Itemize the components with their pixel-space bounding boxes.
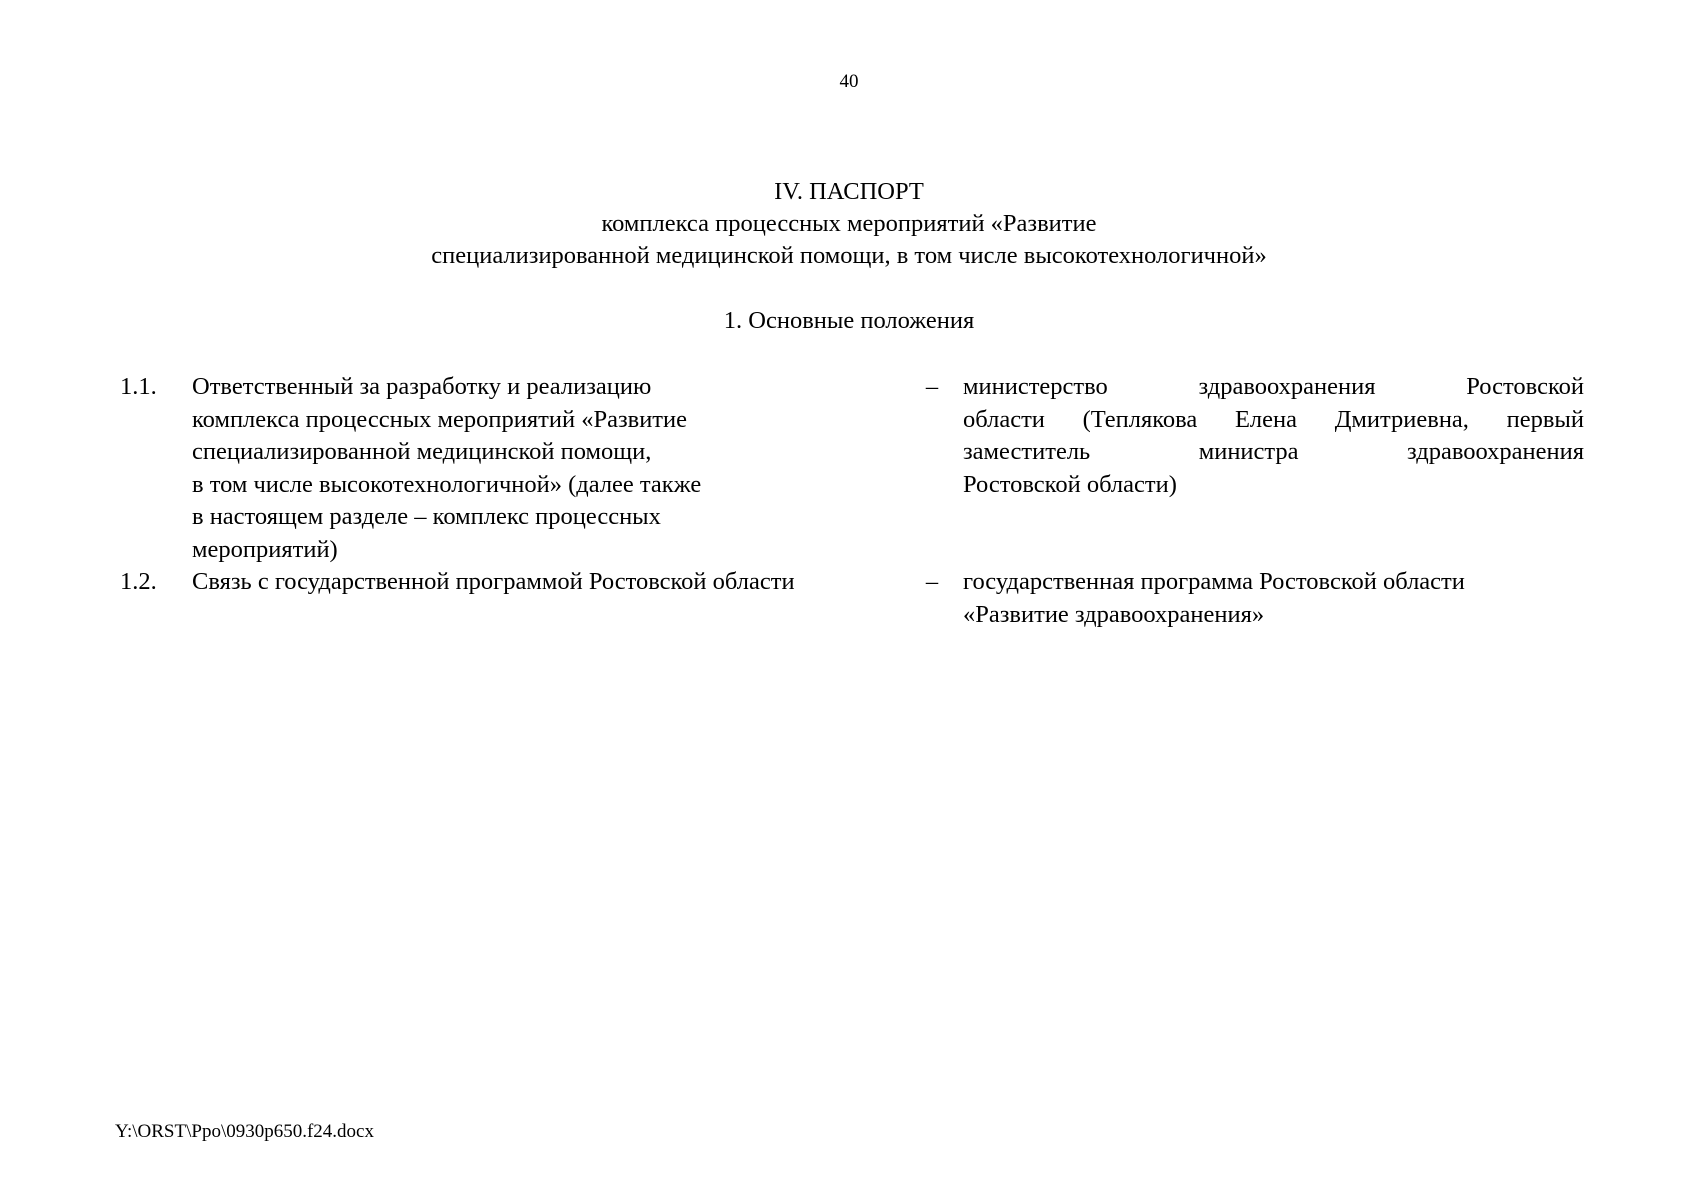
row-label-line: в настоящем разделе – комплекс процессных <box>192 503 661 531</box>
row-dash: – <box>925 568 939 595</box>
row-value-line: министерство здравоохранения Ростовской <box>963 373 1584 400</box>
row-dash: – <box>925 373 939 400</box>
document-title <box>0 176 1698 272</box>
row-value-line: заместитель министра здравоохранения <box>963 438 1584 466</box>
title-line-2: комплекса процессных мероприятий «Развитие <box>601 210 1097 237</box>
row-value <box>963 566 1584 631</box>
row-value-line: «Развитие здравоохранения» <box>963 600 1265 628</box>
row-value-line: государственная программа Ростовской области <box>963 568 1465 595</box>
section-heading: 1. Основные положения <box>723 307 975 334</box>
title-line-3: специализированной медицинской помощи, в том числе высокотехнологичной» <box>431 242 1267 269</box>
row-label <box>192 566 912 599</box>
row-label-line: Связь с государственной программой Ростовской области <box>192 568 795 595</box>
row-label <box>192 371 912 567</box>
row-number: 1.2. <box>120 568 157 595</box>
row-number: 1.1. <box>120 373 157 400</box>
title-line-1: IV. ПАСПОРТ <box>774 178 924 205</box>
row-label-line: мероприятий) <box>192 535 338 563</box>
row-label-line: комплекса процессных мероприятий «Развитие <box>192 405 688 433</box>
row-value-line: Ростовской области) <box>963 470 1177 498</box>
row-value <box>963 371 1584 501</box>
file-path-footer: Y:\ORST\Ppo\0930p650.f24.docx <box>115 1121 374 1142</box>
row-label-line: специализированной медицинской помощи, <box>192 438 652 466</box>
row-label-line: в том числе высокотехнологичной» (далее также <box>192 470 702 498</box>
page-number: 40 <box>839 71 859 92</box>
row-label-line: Ответственный за разработку и реализацию <box>192 373 652 400</box>
row-value-line: области (Теплякова Елена Дмитриевна, первый <box>963 405 1584 433</box>
